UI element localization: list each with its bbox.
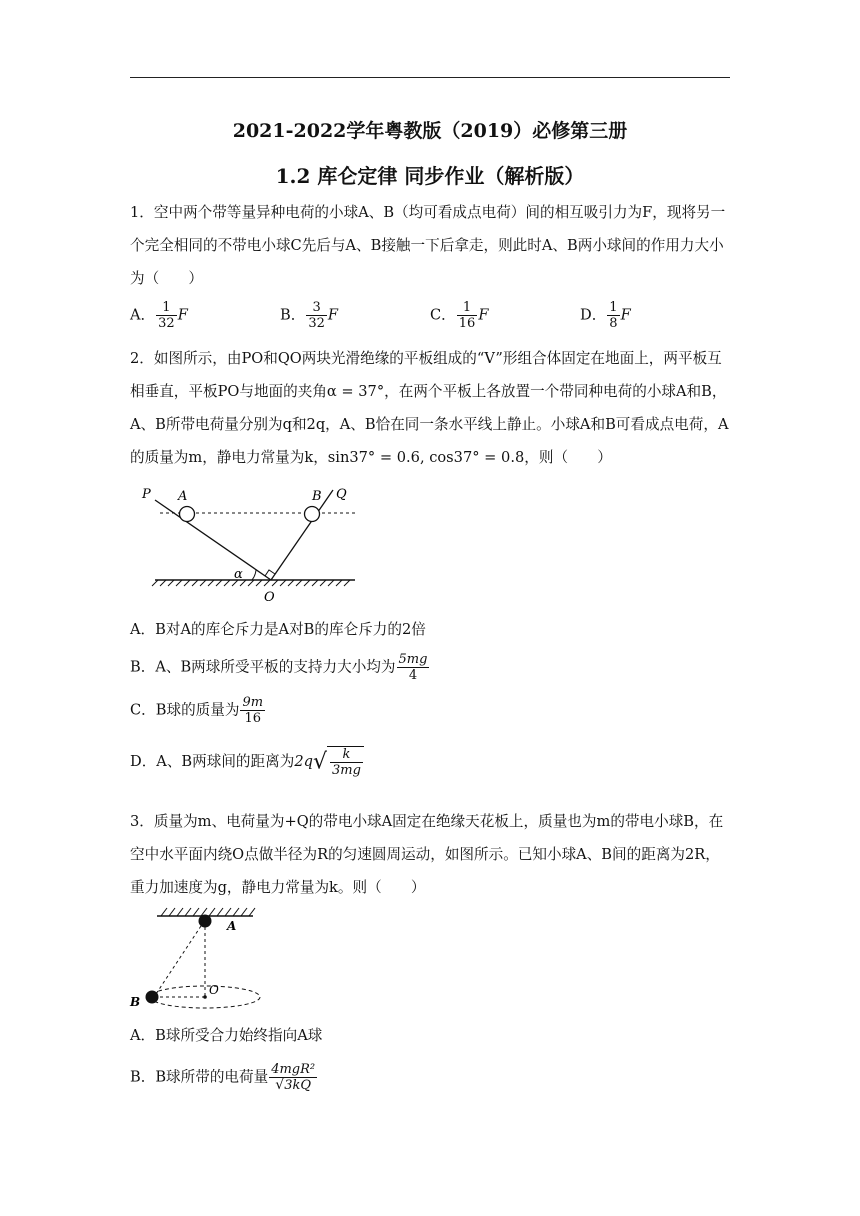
q2-figure (140, 480, 370, 605)
denominator: 32 (158, 316, 175, 331)
label-a: A (227, 919, 237, 933)
header-rule (130, 77, 730, 78)
numerator: 9m (242, 695, 264, 710)
ground-hatch (152, 580, 350, 586)
fraction (397, 652, 430, 683)
option-text: B．B球所带的电荷量 (130, 1068, 269, 1086)
square-root: √ $\frac{k}{3mg}$ (313, 746, 364, 778)
q1-option-b[interactable] (280, 300, 338, 331)
option-text: B．A、B两球所受平板的支持力大小均为 (130, 658, 396, 676)
label-q: Q (336, 487, 347, 502)
numerator: 3 (312, 300, 321, 315)
plate-qo (271, 490, 333, 580)
q3-option-b[interactable] (130, 1062, 318, 1093)
q3-option-a[interactable]: A．B球所受合力始终指向A球 (130, 1027, 323, 1044)
numerator: 1 (609, 300, 618, 315)
option-label: A． (130, 306, 156, 324)
q2-stem: 2．如图所示，由PO和QO两块光滑绝缘的平板组成的“V”形组合体固定在地面上，两平板互相垂直，平板PO与地面的夹角α = 37°，在两个平板上各放置一个带同种电荷的小球A和B，A、B所带电荷量分别为q和2q，A、B恰在同一条水平线上静止。小球A和B可看成点电荷，A的质量为m，静电力常量为k，sin37° = 0.6, cos37° = 0.8，则（ ） (130, 350, 729, 466)
fraction (457, 300, 478, 331)
option-label: D． (580, 306, 607, 324)
fraction (607, 300, 619, 331)
label-o: O (209, 983, 219, 997)
ball-a (180, 507, 195, 522)
ball-a (199, 915, 212, 928)
denominator: 3mg (331, 763, 361, 778)
denominator: 4 (397, 667, 430, 683)
right-angle-mark (265, 570, 275, 576)
option-label: C． (430, 306, 456, 324)
numerator: 5mg (398, 652, 428, 667)
option-text: C．B球的质量为 (130, 701, 240, 719)
label-o: O (264, 590, 275, 605)
denominator: √3kQ (269, 1077, 317, 1093)
fraction (330, 747, 363, 778)
variable: F (177, 306, 188, 324)
coefficient: 2q (294, 753, 313, 770)
q2-option-a[interactable]: A．B对A的库仑斥力是A对B的库仑斥力的2倍 (130, 621, 426, 638)
angle-arc (252, 570, 256, 580)
label-b: B (312, 489, 322, 504)
q1-option-c[interactable] (430, 300, 488, 331)
numerator: 4mgR² (271, 1062, 316, 1077)
ball-b (305, 507, 320, 522)
ceiling-hatch (161, 908, 255, 916)
numerator: k (342, 747, 351, 762)
q2-option-b[interactable] (130, 652, 430, 683)
fraction (306, 300, 327, 331)
q3-stem: 3．质量为m、电荷量为+Q的带电小球A固定在绝缘天花板上，质量也为m的带电小球B，在空中水平面内绕O点做半径为R的匀速圆周运动，如图所示。已知小球A、B间的距离为2R，重力加速度为g，静电力常量为k。则（ ） (130, 813, 724, 896)
ball-b (146, 991, 159, 1004)
variable: F (327, 306, 339, 324)
denominator: 32 (308, 316, 325, 331)
option-text: D．A、B两球间的距离为 (130, 753, 295, 770)
page-title: 2021-2022学年粤教版（2019）必修第三册 (232, 120, 628, 142)
center-point (203, 995, 207, 999)
variable: F (620, 306, 631, 324)
fraction (156, 300, 177, 331)
label-alpha: α (234, 567, 243, 582)
label-p: P (142, 487, 151, 502)
q2-option-d[interactable] (130, 746, 364, 778)
q2-option-c[interactable] (130, 695, 266, 726)
denominator: 16 (458, 316, 476, 331)
numerator: 1 (462, 300, 472, 315)
plate-po (155, 500, 271, 580)
page-subtitle: 1.2 库仑定律 同步作业（解析版） (275, 164, 585, 188)
fraction (240, 695, 265, 726)
q1-option-a[interactable] (130, 300, 188, 331)
q1-option-d[interactable] (580, 300, 631, 331)
fraction (269, 1062, 317, 1093)
numerator: 1 (162, 300, 171, 315)
q3-figure (130, 896, 275, 1016)
label-b: B (130, 995, 141, 1009)
denominator: 8 (609, 316, 618, 331)
q1-stem: 1．空中两个带等量异种电荷的小球A、B（均可看成点电荷）间的相互吸引力为F，现将另一个完全相同的不带电小球C先后与A、B接触一下后拿走，则此时A、B两小球间的作用力大小为（ ） (130, 204, 726, 287)
denominator-radicand: 3kQ (284, 1078, 312, 1093)
option-label: B． (280, 306, 306, 324)
variable: F (478, 306, 489, 324)
denominator: 16 (240, 710, 265, 726)
label-a: A (178, 489, 188, 504)
